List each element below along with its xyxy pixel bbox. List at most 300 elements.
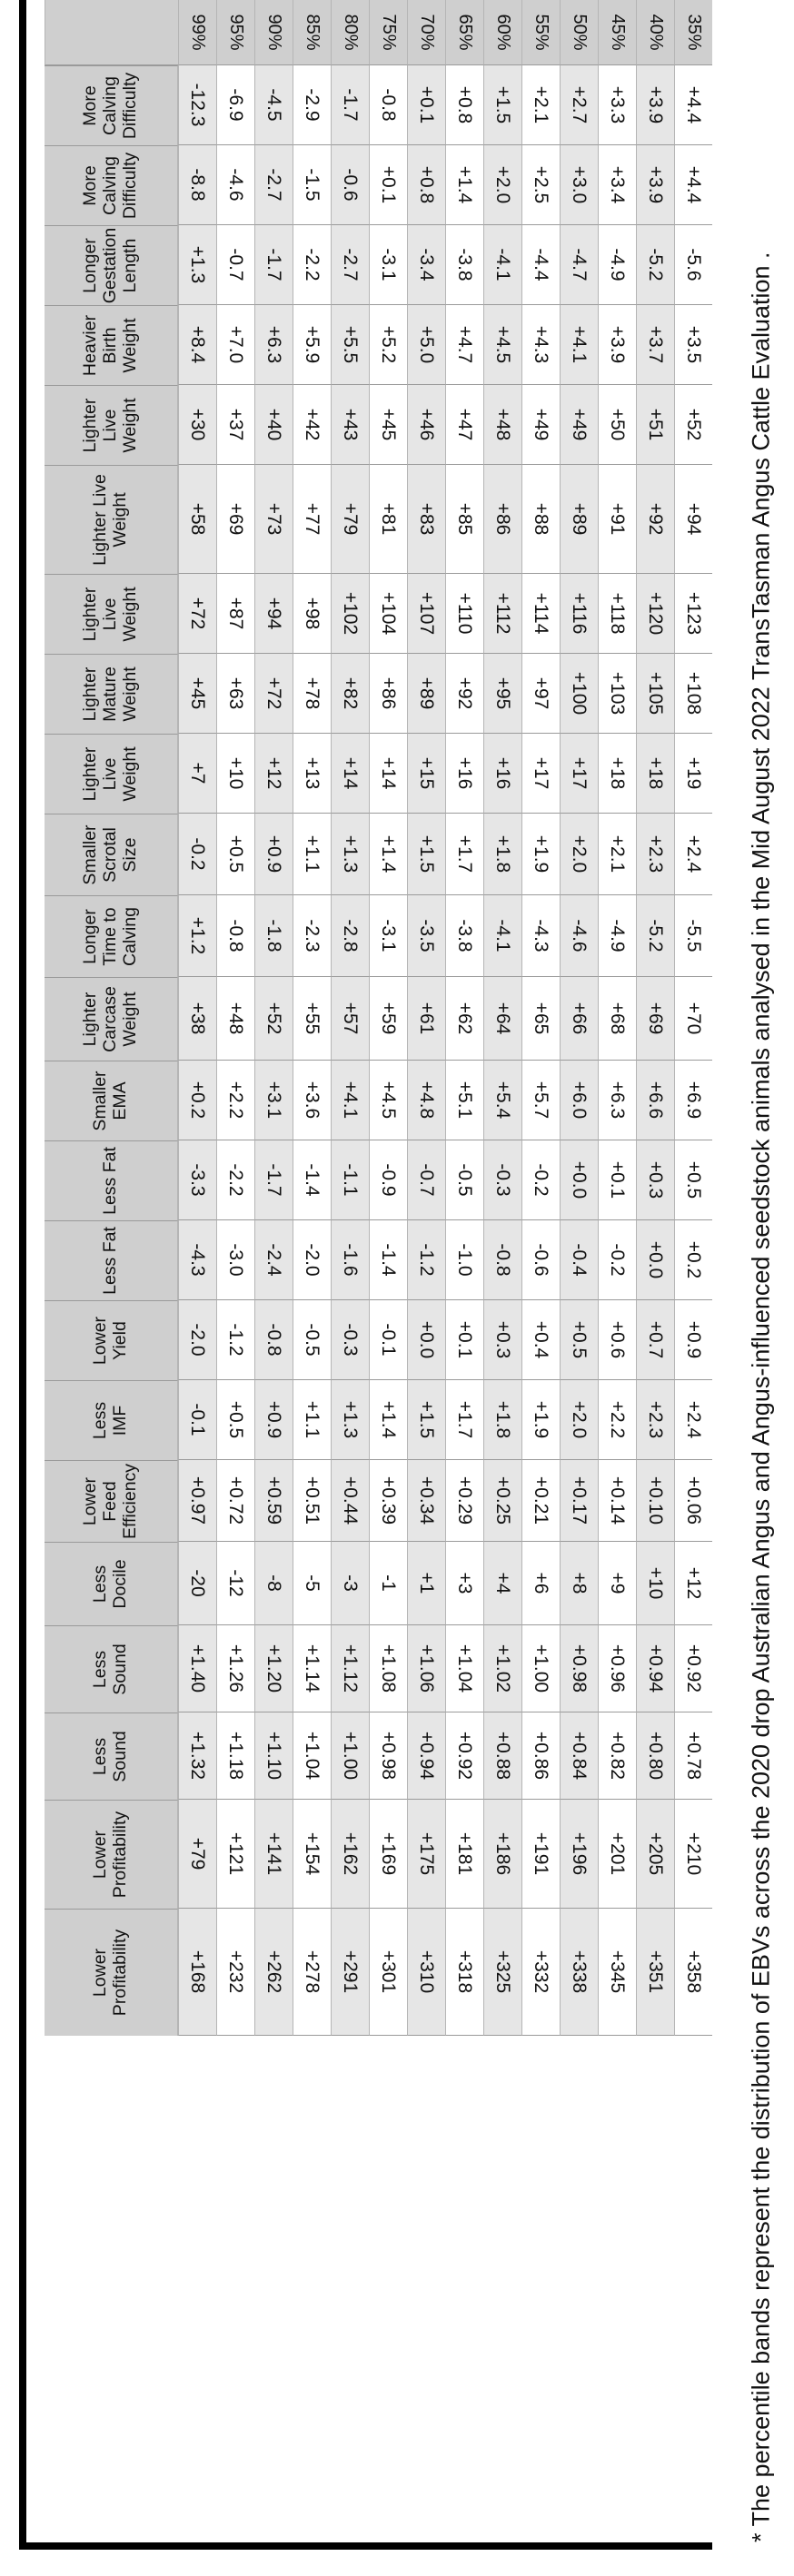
ebv-value-cell: +2.0	[560, 1380, 598, 1460]
ebv-value-cell: +40	[254, 385, 293, 465]
ebv-value-cell: +116	[560, 574, 598, 654]
ebv-value-cell: +310	[407, 1909, 445, 2036]
ebv-value-cell: +0.96	[598, 1625, 636, 1712]
ebv-value-cell: +1.3	[331, 814, 369, 895]
ebv-value-cell: +123	[674, 574, 712, 654]
ebv-value-cell: +4.7	[445, 305, 483, 385]
ebv-value-cell: +1.00	[331, 1712, 369, 1800]
ebv-value-cell: +17	[521, 734, 560, 814]
ebv-value-cell: +16	[483, 734, 521, 814]
ebv-value-cell: +69	[216, 465, 254, 574]
ebv-value-cell: +45	[369, 385, 407, 465]
column-header: Less IMF	[45, 1380, 178, 1460]
percentile-band-cell: 80%	[331, 0, 369, 65]
ebv-value-cell: +86	[369, 654, 407, 734]
ebv-value-cell: +91	[598, 465, 636, 574]
ebv-value-cell: +100	[560, 654, 598, 734]
ebv-value-cell: +0.3	[483, 1300, 521, 1380]
ebv-value-cell: +1.04	[293, 1712, 331, 1800]
ebv-value-cell: -1.2	[216, 1300, 254, 1380]
ebv-value-cell: +5.5	[331, 305, 369, 385]
ebv-value-cell: +0.3	[636, 1140, 674, 1220]
ebv-value-cell: +48	[216, 977, 254, 1061]
ebv-value-cell: +120	[636, 574, 674, 654]
ebv-value-cell: +65	[521, 977, 560, 1061]
ebv-value-cell: +64	[483, 977, 521, 1061]
ebv-value-cell: +0.0	[636, 1220, 674, 1300]
ebv-value-cell: -0.5	[445, 1140, 483, 1220]
ebv-value-cell: -6.9	[216, 65, 254, 145]
ebv-value-cell: -1.4	[293, 1140, 331, 1220]
ebv-value-cell: +4.4	[674, 145, 712, 225]
ebv-value-cell: +351	[636, 1909, 674, 2036]
ebv-value-cell: +154	[293, 1800, 331, 1909]
ebv-value-cell: +1.5	[407, 1380, 445, 1460]
ebv-value-cell: +104	[369, 574, 407, 654]
ebv-value-cell: -5.5	[674, 895, 712, 977]
ebv-value-cell: +88	[521, 465, 560, 574]
ebv-value-cell: +3.1	[254, 1061, 293, 1140]
ebv-value-cell: -0.2	[521, 1140, 560, 1220]
column-header: More Calving Difficulty	[45, 145, 178, 225]
ebv-value-cell: +6.3	[254, 305, 293, 385]
percentile-band-cell: 75%	[369, 0, 407, 65]
ebv-value-cell: +107	[407, 574, 445, 654]
ebv-value-cell: -2.2	[293, 225, 331, 305]
ebv-value-cell: +0.29	[445, 1460, 483, 1542]
ebv-value-cell: +0.5	[560, 1300, 598, 1380]
ebv-value-cell: +89	[407, 654, 445, 734]
ebv-value-cell: +1.4	[445, 145, 483, 225]
ebv-value-cell: -0.9	[369, 1140, 407, 1220]
ebv-value-cell: +8	[560, 1542, 598, 1625]
ebv-value-cell: +1.5	[407, 814, 445, 895]
ebv-value-cell: -0.1	[178, 1380, 216, 1460]
column-header: Less Sound	[45, 1625, 178, 1712]
ebv-value-cell: +63	[216, 654, 254, 734]
percentile-band-cell: 45%	[598, 0, 636, 65]
ebv-value-cell: +37	[216, 385, 254, 465]
percentile-band-cell: 70%	[407, 0, 445, 65]
ebv-value-cell: +0.0	[560, 1140, 598, 1220]
ebv-value-cell: +72	[254, 654, 293, 734]
ebv-value-cell: +3.4	[598, 145, 636, 225]
ebv-value-cell: -3.5	[407, 895, 445, 977]
ebv-value-cell: +0.94	[407, 1712, 445, 1800]
ebv-value-cell: +1.4	[369, 1380, 407, 1460]
ebv-value-cell: +4.5	[483, 305, 521, 385]
ebv-value-cell: +4.1	[331, 1061, 369, 1140]
ebv-value-cell: +3.9	[598, 305, 636, 385]
ebv-value-cell: +30	[178, 385, 216, 465]
ebv-value-cell: +1.3	[178, 225, 216, 305]
ebv-value-cell: +1.9	[521, 814, 560, 895]
ebv-value-cell: -5.2	[636, 225, 674, 305]
ebv-value-cell: +1.02	[483, 1625, 521, 1712]
ebv-value-cell: +0.88	[483, 1712, 521, 1800]
ebv-value-cell: +92	[636, 465, 674, 574]
ebv-value-cell: +2.4	[674, 1380, 712, 1460]
percentile-band-cell: 85%	[293, 0, 331, 65]
ebv-value-cell: +0.34	[407, 1460, 445, 1542]
ebv-value-cell: +186	[483, 1800, 521, 1909]
ebv-value-cell: +4.8	[407, 1061, 445, 1140]
ebv-value-cell: +262	[254, 1909, 293, 2036]
ebv-value-cell: +57	[331, 977, 369, 1061]
column-header: Less Fat	[45, 1220, 178, 1300]
ebv-value-cell: +1.12	[331, 1625, 369, 1712]
ebv-value-cell: -4.6	[560, 895, 598, 977]
percentile-band-cell: 35%	[674, 0, 712, 65]
ebv-value-cell: +7	[178, 734, 216, 814]
ebv-value-cell: +338	[560, 1909, 598, 2036]
ebv-value-cell: +1.06	[407, 1625, 445, 1712]
ebv-value-cell: +86	[483, 465, 521, 574]
ebv-value-cell: +1.1	[293, 814, 331, 895]
ebv-percentile-table	[19, 0, 712, 2550]
ebv-value-cell: +0.84	[560, 1712, 598, 1800]
percentile-band-cell: 40%	[636, 0, 674, 65]
ebv-value-cell: +98	[293, 574, 331, 654]
ebv-value-cell: +105	[636, 654, 674, 734]
ebv-value-cell: +1.00	[521, 1625, 560, 1712]
ebv-value-cell: +0.80	[636, 1712, 674, 1800]
ebv-value-cell: +51	[636, 385, 674, 465]
ebv-value-cell: -2.2	[216, 1140, 254, 1220]
ebv-value-cell: -4.7	[560, 225, 598, 305]
column-header: Lighter Carcase Weight	[45, 977, 178, 1061]
ebv-value-cell: +205	[636, 1800, 674, 1909]
ebv-value-cell: +0.44	[331, 1460, 369, 1542]
ebv-value-cell: +332	[521, 1909, 560, 2036]
ebv-value-cell: +1.3	[331, 1380, 369, 1460]
ebv-value-cell: +81	[369, 465, 407, 574]
ebv-value-cell: -2.7	[331, 225, 369, 305]
ebv-value-cell: +69	[636, 977, 674, 1061]
ebv-value-cell: +2.1	[598, 814, 636, 895]
ebv-value-cell: +0.51	[293, 1460, 331, 1542]
ebv-value-cell: -1.7	[254, 1140, 293, 1220]
ebv-value-cell: -0.4	[560, 1220, 598, 1300]
ebv-value-cell: -4.3	[178, 1220, 216, 1300]
ebv-value-cell: +19	[674, 734, 712, 814]
ebv-value-cell: +1.7	[445, 814, 483, 895]
ebv-value-cell: +3.9	[636, 145, 674, 225]
ebv-value-cell: +169	[369, 1800, 407, 1909]
ebv-value-cell: +58	[178, 465, 216, 574]
ebv-value-cell: -4.3	[521, 895, 560, 977]
ebv-value-cell: +72	[178, 574, 216, 654]
ebv-value-cell: +0.78	[674, 1712, 712, 1800]
column-header: Lower Feed Efficiency	[45, 1460, 178, 1542]
ebv-value-cell: +49	[560, 385, 598, 465]
ebv-value-cell: +78	[293, 654, 331, 734]
ebv-value-cell: +0.0	[407, 1300, 445, 1380]
ebv-value-cell: +2.2	[216, 1061, 254, 1140]
ebv-value-cell: +1.20	[254, 1625, 293, 1712]
ebv-value-cell: +1.14	[293, 1625, 331, 1712]
ebv-value-cell: +162	[331, 1800, 369, 1909]
ebv-value-cell: +2.7	[560, 65, 598, 145]
ebv-value-cell: +0.2	[674, 1220, 712, 1300]
ebv-value-cell: +0.4	[521, 1300, 560, 1380]
ebv-value-cell: +50	[598, 385, 636, 465]
ebv-value-cell: -0.5	[293, 1300, 331, 1380]
ebv-value-cell: -0.6	[521, 1220, 560, 1300]
ebv-value-cell: +358	[674, 1909, 712, 2036]
ebv-value-cell: +2.0	[483, 145, 521, 225]
ebv-value-cell: +0.6	[598, 1300, 636, 1380]
ebv-value-cell: -0.3	[331, 1300, 369, 1380]
ebv-value-cell: +4.4	[674, 65, 712, 145]
ebv-value-cell: +0.1	[598, 1140, 636, 1220]
ebv-value-cell: +121	[216, 1800, 254, 1909]
ebv-value-cell: +0.9	[674, 1300, 712, 1380]
percentile-band-cell: 55%	[521, 0, 560, 65]
ebv-value-cell: +59	[369, 977, 407, 1061]
ebv-value-cell: -1.6	[331, 1220, 369, 1300]
ebv-value-cell: +9	[598, 1542, 636, 1625]
column-header: Smaller Scrotal Size	[45, 814, 178, 895]
ebv-value-cell: -0.2	[598, 1220, 636, 1300]
ebv-value-cell: +1.7	[445, 1380, 483, 1460]
ebv-value-cell: +318	[445, 1909, 483, 2036]
ebv-value-cell: +5.4	[483, 1061, 521, 1140]
ebv-value-cell: +5.7	[521, 1061, 560, 1140]
ebv-value-cell: +52	[254, 977, 293, 1061]
ebv-value-cell: +12	[674, 1542, 712, 1625]
ebv-value-cell: +1.26	[216, 1625, 254, 1712]
ebv-value-cell: +17	[560, 734, 598, 814]
ebv-value-cell: +0.5	[216, 814, 254, 895]
ebv-value-cell: +1.2	[178, 895, 216, 977]
ebv-value-cell: +301	[369, 1909, 407, 2036]
ebv-value-cell: +191	[521, 1800, 560, 1909]
ebv-value-cell: +0.14	[598, 1460, 636, 1542]
ebv-value-cell: +1.04	[445, 1625, 483, 1712]
ebv-value-cell: -4.1	[483, 895, 521, 977]
ebv-value-cell: +18	[598, 734, 636, 814]
ebv-value-cell: +0.9	[254, 1380, 293, 1460]
ebv-value-cell: -3.1	[369, 225, 407, 305]
ebv-value-cell: -0.6	[331, 145, 369, 225]
ebv-value-cell: -8	[254, 1542, 293, 1625]
ebv-value-cell: -0.7	[216, 225, 254, 305]
ebv-value-cell: +12	[254, 734, 293, 814]
ebv-value-cell: +1.1	[293, 1380, 331, 1460]
column-header: Less Docile	[45, 1542, 178, 1625]
ebv-value-cell: +85	[445, 465, 483, 574]
ebv-value-cell: +0.97	[178, 1460, 216, 1542]
ebv-value-cell: -4.1	[483, 225, 521, 305]
ebv-value-cell: +7.0	[216, 305, 254, 385]
ebv-value-cell: -4.4	[521, 225, 560, 305]
ebv-value-cell: +2.2	[598, 1380, 636, 1460]
ebv-value-cell: +49	[521, 385, 560, 465]
column-header: More Calving Difficulty	[45, 65, 178, 145]
ebv-value-cell: +0.59	[254, 1460, 293, 1542]
ebv-value-cell: -4.5	[254, 65, 293, 145]
ebv-value-cell: +2.0	[560, 814, 598, 895]
column-header: Lighter Live Weight	[45, 465, 178, 574]
ebv-value-cell: +0.9	[254, 814, 293, 895]
ebv-value-cell: -3.0	[216, 1220, 254, 1300]
ebv-value-cell: -20	[178, 1542, 216, 1625]
ebv-value-cell: +5.1	[445, 1061, 483, 1140]
ebv-value-cell: +5.2	[369, 305, 407, 385]
ebv-value-cell: -0.7	[407, 1140, 445, 1220]
ebv-value-cell: -5.2	[636, 895, 674, 977]
ebv-value-cell: +0.86	[521, 1712, 560, 1800]
ebv-value-cell: -4.9	[598, 895, 636, 977]
ebv-value-cell: +10	[216, 734, 254, 814]
ebv-value-cell: +325	[483, 1909, 521, 2036]
ebv-value-cell: -0.8	[483, 1220, 521, 1300]
ebv-value-cell: +68	[598, 977, 636, 1061]
ebv-value-cell: +94	[674, 465, 712, 574]
column-header: Lower Profitability	[45, 1909, 178, 2036]
ebv-value-cell: +3.3	[598, 65, 636, 145]
ebv-value-cell: +0.06	[674, 1460, 712, 1542]
ebv-value-cell: -12	[216, 1542, 254, 1625]
percentile-band-cell: 99%	[178, 0, 216, 65]
ebv-value-cell: +77	[293, 465, 331, 574]
table-grid	[45, 0, 712, 2542]
ebv-value-cell: +2.1	[521, 65, 560, 145]
ebv-value-cell: -1.5	[293, 145, 331, 225]
ebv-value-cell: -5.6	[674, 225, 712, 305]
ebv-value-cell: -1	[369, 1542, 407, 1625]
ebv-value-cell: +46	[407, 385, 445, 465]
ebv-value-cell: +14	[331, 734, 369, 814]
ebv-value-cell: +42	[293, 385, 331, 465]
ebv-value-cell: +1.08	[369, 1625, 407, 1712]
ebv-value-cell: -3.4	[407, 225, 445, 305]
ebv-value-cell: +201	[598, 1800, 636, 1909]
ebv-value-cell: +112	[483, 574, 521, 654]
ebv-value-cell: +8.4	[178, 305, 216, 385]
ebv-value-cell: +0.5	[674, 1140, 712, 1220]
ebv-value-cell: +0.92	[445, 1712, 483, 1800]
ebv-value-cell: +61	[407, 977, 445, 1061]
ebv-value-cell: +38	[178, 977, 216, 1061]
ebv-value-cell: +89	[560, 465, 598, 574]
ebv-value-cell: -2.8	[331, 895, 369, 977]
ebv-value-cell: +181	[445, 1800, 483, 1909]
ebv-value-cell: -3.8	[445, 225, 483, 305]
ebv-value-cell: +3	[445, 1542, 483, 1625]
column-header: Less Fat	[45, 1140, 178, 1220]
ebv-value-cell: +95	[483, 654, 521, 734]
percentile-band-cell: 65%	[445, 0, 483, 65]
ebv-value-cell: -4.6	[216, 145, 254, 225]
ebv-value-cell: +0.8	[407, 145, 445, 225]
ebv-value-cell: -0.3	[483, 1140, 521, 1220]
ebv-value-cell: +10	[636, 1542, 674, 1625]
ebv-value-cell: -2.4	[254, 1220, 293, 1300]
ebv-value-cell: -2.7	[254, 145, 293, 225]
column-header: Lighter Live Weight	[45, 385, 178, 465]
ebv-value-cell: +1.8	[483, 814, 521, 895]
ebv-value-cell: +0.25	[483, 1460, 521, 1542]
ebv-value-cell: +232	[216, 1909, 254, 2036]
ebv-value-cell: -12.3	[178, 65, 216, 145]
column-header: Longer Gestation Length	[45, 225, 178, 305]
column-header: Lighter Live Weight	[45, 734, 178, 814]
ebv-value-cell: +2.4	[674, 814, 712, 895]
ebv-value-cell: -1.7	[254, 225, 293, 305]
ebv-value-cell: +1.5	[483, 65, 521, 145]
ebv-value-cell: +0.82	[598, 1712, 636, 1800]
ebv-value-cell: -8.8	[178, 145, 216, 225]
ebv-value-cell: +0.1	[407, 65, 445, 145]
ebv-value-cell: +70	[674, 977, 712, 1061]
ebv-value-cell: -1.2	[407, 1220, 445, 1300]
ebv-value-cell: +4.3	[521, 305, 560, 385]
column-header: Less Sound	[45, 1712, 178, 1800]
footnote: * The percentile bands represent the distribution of EBVs across the 2020 drop Australian Angus and Angus-influenced seedstock animals analysed in the Mid August 2022 TransTasman Angus Cattle Evaluation .	[747, 252, 775, 2542]
ebv-value-cell: +3.6	[293, 1061, 331, 1140]
ebv-value-cell: +175	[407, 1800, 445, 1909]
ebv-value-cell: -3.3	[178, 1140, 216, 1220]
ebv-value-cell: +3.9	[636, 65, 674, 145]
ebv-value-cell: -0.1	[369, 1300, 407, 1380]
ebv-value-cell: +0.8	[445, 65, 483, 145]
ebv-value-cell: +14	[369, 734, 407, 814]
ebv-value-cell: -5	[293, 1542, 331, 1625]
ebv-value-cell: -2.3	[293, 895, 331, 977]
ebv-value-cell: +13	[293, 734, 331, 814]
ebv-value-cell: +6.6	[636, 1061, 674, 1140]
ebv-value-cell: -2.9	[293, 65, 331, 145]
ebv-value-cell: +103	[598, 654, 636, 734]
ebv-value-cell: -1.7	[331, 65, 369, 145]
ebv-value-cell: -1.4	[369, 1220, 407, 1300]
ebv-value-cell: -1.0	[445, 1220, 483, 1300]
ebv-value-cell: +1.8	[483, 1380, 521, 1460]
column-header: Lower Profitability	[45, 1800, 178, 1909]
ebv-value-cell: +4	[483, 1542, 521, 1625]
ebv-value-cell: +6.0	[560, 1061, 598, 1140]
ebv-value-cell: +82	[331, 654, 369, 734]
column-header: Lighter Live Weight	[45, 574, 178, 654]
ebv-value-cell: +2.5	[521, 145, 560, 225]
ebv-value-cell: +114	[521, 574, 560, 654]
ebv-value-cell: +108	[674, 654, 712, 734]
ebv-value-cell: +2.3	[636, 814, 674, 895]
ebv-value-cell: +97	[521, 654, 560, 734]
ebv-value-cell: -0.8	[254, 1300, 293, 1380]
ebv-value-cell: +291	[331, 1909, 369, 2036]
column-header: Lighter Mature Weight	[45, 654, 178, 734]
ebv-value-cell: +15	[407, 734, 445, 814]
ebv-value-cell: +87	[216, 574, 254, 654]
ebv-value-cell: +0.1	[445, 1300, 483, 1380]
ebv-value-cell: +62	[445, 977, 483, 1061]
column-header: Lower Yield	[45, 1300, 178, 1380]
ebv-value-cell: +168	[178, 1909, 216, 2036]
ebv-value-cell: +73	[254, 465, 293, 574]
ebv-value-cell: +66	[560, 977, 598, 1061]
ebv-value-cell: +6	[521, 1542, 560, 1625]
ebv-value-cell: +18	[636, 734, 674, 814]
ebv-value-cell: +3.7	[636, 305, 674, 385]
ebv-value-cell: +1.40	[178, 1625, 216, 1712]
ebv-value-cell: +1.18	[216, 1712, 254, 1800]
ebv-value-cell: -2.0	[293, 1220, 331, 1300]
ebv-value-cell: +79	[331, 465, 369, 574]
ebv-value-cell: +4.1	[560, 305, 598, 385]
